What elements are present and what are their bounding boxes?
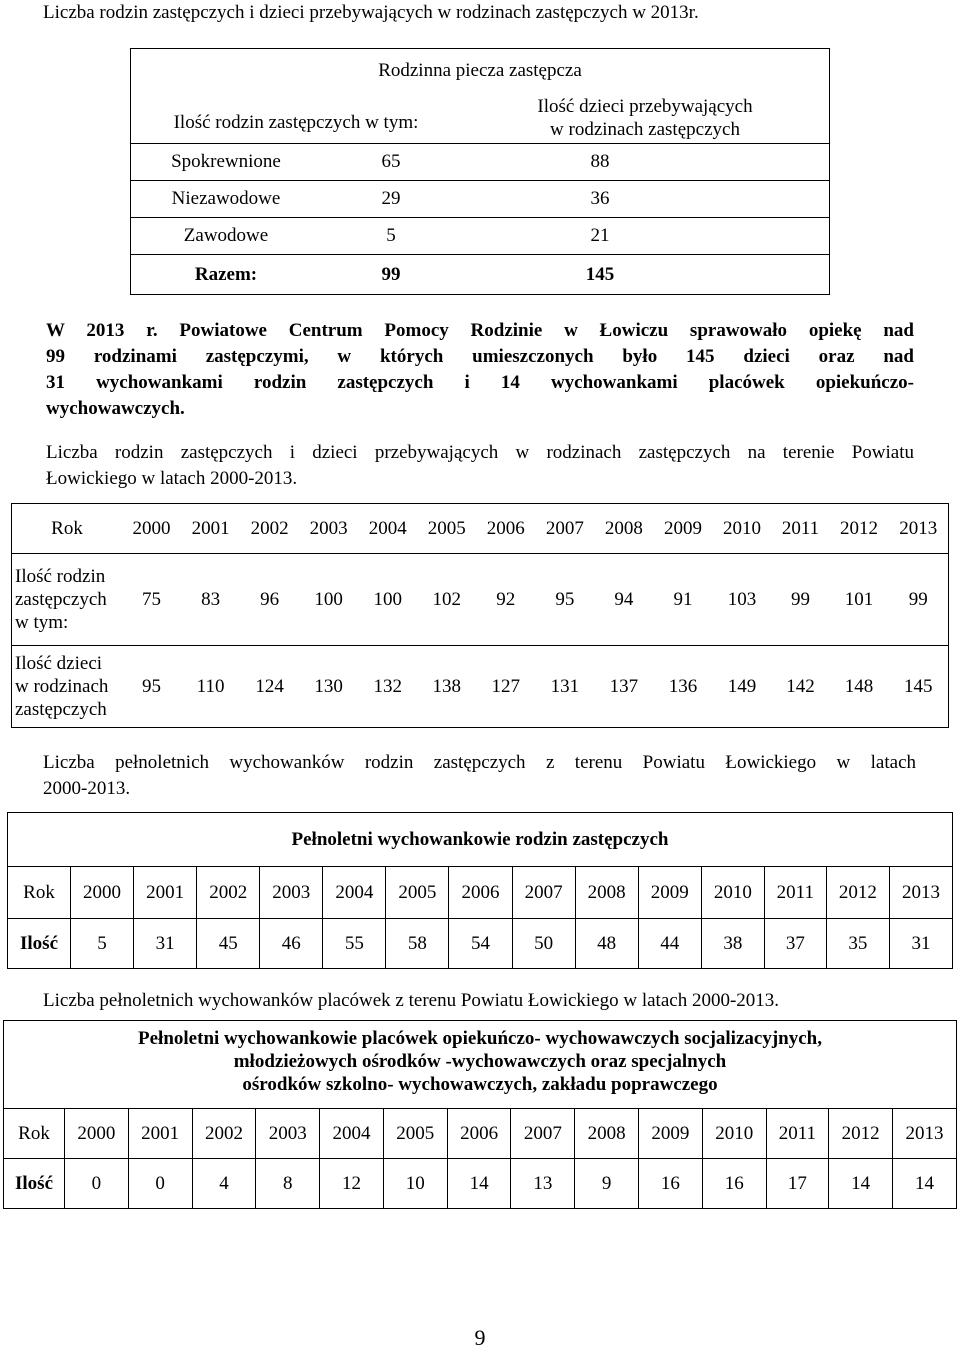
table1-row-label: Spokrewnione — [131, 144, 322, 181]
adult-institution-wards-table — [3, 1020, 957, 1209]
table2-families-cell: 100 — [299, 554, 358, 646]
table3-year-cell: 2013 — [889, 867, 952, 919]
table2-year-cell: 2009 — [653, 504, 712, 554]
table2-families-cell: 99 — [772, 554, 830, 646]
table1-col2-header: Ilość dzieci przebywających w rodzinach zastępczych — [461, 94, 830, 144]
table2-year-label: Rok — [12, 504, 123, 554]
table4-year-cell: 2002 — [192, 1109, 256, 1159]
table1-families-value: 29 — [321, 181, 461, 218]
table2-children-cell: 124 — [240, 646, 299, 728]
table4-year-cell: 2003 — [256, 1109, 320, 1159]
table2-year-cell: 2012 — [829, 504, 888, 554]
table4-year-cell: 2011 — [766, 1109, 829, 1159]
table3-year-cell: 2010 — [701, 867, 764, 919]
table2-row2-label: Ilość dzieci w rodzinach zastępczych — [12, 646, 123, 728]
table2-year-cell: 2011 — [772, 504, 830, 554]
table2-year-cell: 2004 — [358, 504, 417, 554]
table2-year-cell: 2002 — [240, 504, 299, 554]
heading-adult-foster-wards: Liczba pełnoletnich wychowanków rodzin zastępczych z terenu Powiatu Łowickiego w latach 2000-2013. — [43, 752, 916, 799]
table2-children-cell: 148 — [829, 646, 888, 728]
table1-col1-header: Ilość rodzin zastępczych w tym: — [131, 94, 462, 144]
table2-families-cell: 94 — [594, 554, 653, 646]
table3-count-cell: 46 — [260, 919, 323, 969]
table4-count-cell: 16 — [702, 1159, 766, 1209]
table4-year-cell: 2013 — [893, 1109, 957, 1159]
table2-children-cell: 95 — [122, 646, 181, 728]
summary-paragraph: W 2013 r. Powiatowe Centrum Pomocy Rodzinie w Łowiczu sprawowało opiekę nad 99 rodzinami zastępczymi, w których umieszczonych było 145 dzieci oraz nad 31 wychowankami rodzin zastępczych i 14 wychowankami placówek opiekuńczo- wychowawczych. — [46, 320, 914, 419]
table2-year-cell: 2007 — [535, 504, 594, 554]
table2-year-cell: 2008 — [594, 504, 653, 554]
table2-families-cell: 83 — [181, 554, 240, 646]
table2-year-cell: 2000 — [122, 504, 181, 554]
table3-count-cell: 31 — [134, 919, 197, 969]
table4-count-cell: 14 — [447, 1159, 511, 1209]
table4-count-cell: 4 — [192, 1159, 256, 1209]
table2-families-cell: 103 — [712, 554, 771, 646]
table4-count-label: Ilość — [4, 1159, 65, 1209]
heading-families-2000-2013: Liczba rodzin zastępczych i dzieci przebywających w rodzinach zastępczych na terenie Powiatu Łowickiego w latach 2000-2013. — [46, 442, 914, 489]
table4-year-cell: 2006 — [447, 1109, 511, 1159]
table3-count-cell: 48 — [575, 919, 638, 969]
table3-count-cell: 55 — [323, 919, 386, 969]
table3-count-label: Ilość — [8, 919, 71, 969]
table2-families-cell: 75 — [122, 554, 181, 646]
table1-children-value: 36 — [461, 181, 830, 218]
table3-count-cell: 44 — [638, 919, 701, 969]
table2-children-cell: 145 — [889, 646, 949, 728]
table4-count-cell: 9 — [575, 1159, 639, 1209]
table2-families-cell: 102 — [417, 554, 476, 646]
table2-year-cell: 2010 — [712, 504, 771, 554]
table4-count-cell: 8 — [256, 1159, 320, 1209]
table4-count-cell: 0 — [128, 1159, 192, 1209]
table4-count-cell: 10 — [383, 1159, 447, 1209]
table3-count-cell: 5 — [71, 919, 134, 969]
table2-families-cell: 99 — [889, 554, 949, 646]
table2-row1-label: Ilość rodzin zastępczych w tym: — [12, 554, 123, 646]
table4-year-cell: 2012 — [829, 1109, 893, 1159]
table3-year-label: Rok — [8, 867, 71, 919]
table1-row-label: Niezawodowe — [131, 181, 322, 218]
table2-families-cell: 100 — [358, 554, 417, 646]
table4-year-cell: 2005 — [383, 1109, 447, 1159]
table2-year-cell: 2003 — [299, 504, 358, 554]
table2-families-cell: 101 — [829, 554, 888, 646]
table4-year-cell: 2000 — [65, 1109, 129, 1159]
table3-year-cell: 2002 — [197, 867, 260, 919]
table4-year-cell: 2008 — [575, 1109, 639, 1159]
table1-total-families: 99 — [321, 255, 461, 295]
table3-year-cell: 2006 — [449, 867, 512, 919]
table4-year-cell: 2004 — [320, 1109, 384, 1159]
table2-families-cell: 91 — [653, 554, 712, 646]
table2-children-cell: 131 — [535, 646, 594, 728]
table2-children-cell: 136 — [653, 646, 712, 728]
adult-foster-wards-table — [7, 812, 953, 969]
table1-children-value: 21 — [461, 218, 830, 255]
table2-families-cell: 96 — [240, 554, 299, 646]
foster-care-2013-table — [130, 48, 830, 295]
table2-families-cell: 92 — [476, 554, 535, 646]
table1-children-value: 88 — [461, 144, 830, 181]
table2-children-cell: 142 — [772, 646, 830, 728]
table2-families-cell: 95 — [535, 554, 594, 646]
table2-children-cell: 138 — [417, 646, 476, 728]
table3-year-cell: 2005 — [386, 867, 449, 919]
table1-total-label: Razem: — [131, 255, 322, 295]
table3-year-cell: 2007 — [512, 867, 575, 919]
table3-title: Pełnoletni wychowankowie rodzin zastępczych — [8, 813, 953, 867]
page-number: 9 — [474, 1325, 486, 1350]
table4-count-cell: 14 — [893, 1159, 957, 1209]
table3-count-cell: 31 — [889, 919, 952, 969]
table3-count-cell: 45 — [197, 919, 260, 969]
table3-year-cell: 2004 — [323, 867, 386, 919]
table4-year-label: Rok — [4, 1109, 65, 1159]
families-children-years-table — [11, 503, 949, 728]
table3-year-cell: 2001 — [134, 867, 197, 919]
table4-count-cell: 16 — [639, 1159, 703, 1209]
table3-year-cell: 2011 — [764, 867, 826, 919]
table3-year-cell: 2009 — [638, 867, 701, 919]
table1-title: Rodzinna piecza zastępcza — [131, 49, 830, 94]
table4-count-cell: 12 — [320, 1159, 384, 1209]
table4-year-cell: 2010 — [702, 1109, 766, 1159]
table1-families-value: 5 — [321, 218, 461, 255]
table4-year-cell: 2001 — [128, 1109, 192, 1159]
table4-year-cell: 2009 — [639, 1109, 703, 1159]
table4-count-cell: 14 — [829, 1159, 893, 1209]
table1-row-label: Zawodowe — [131, 218, 322, 255]
table3-year-cell: 2012 — [826, 867, 889, 919]
table2-year-cell: 2006 — [476, 504, 535, 554]
table3-year-cell: 2000 — [71, 867, 134, 919]
table4-count-cell: 13 — [511, 1159, 575, 1209]
table4-count-cell: 17 — [766, 1159, 829, 1209]
table1-families-value: 65 — [321, 144, 461, 181]
table3-count-cell: 58 — [386, 919, 449, 969]
table3-count-cell: 35 — [826, 919, 889, 969]
table1-total-children: 145 — [461, 255, 830, 295]
table2-children-cell: 137 — [594, 646, 653, 728]
table4-title: Pełnoletni wychowankowie placówek opiekuńczo- wychowawczych socjalizacyjnych, młodzieżowych ośrodków -wychowawczych oraz specjalnych ośrodków szkolno- wychowawczych, zakładu poprawczego — [4, 1021, 957, 1109]
table2-year-cell: 2013 — [889, 504, 949, 554]
table2-year-cell: 2001 — [181, 504, 240, 554]
table3-count-cell: 37 — [764, 919, 826, 969]
table3-count-cell: 54 — [449, 919, 512, 969]
table2-children-cell: 132 — [358, 646, 417, 728]
table3-count-cell: 50 — [512, 919, 575, 969]
table2-children-cell: 149 — [712, 646, 771, 728]
table2-year-cell: 2005 — [417, 504, 476, 554]
table2-children-cell: 110 — [181, 646, 240, 728]
table3-count-cell: 38 — [701, 919, 764, 969]
table2-children-cell: 127 — [476, 646, 535, 728]
heading-adult-institution-wards: Liczba pełnoletnich wychowanków placówek z terenu Powiatu Łowickiego w latach 2000-2013. — [43, 990, 780, 1011]
table4-count-cell: 0 — [65, 1159, 129, 1209]
table3-year-cell: 2008 — [575, 867, 638, 919]
heading-2013-families: Liczba rodzin zastępczych i dzieci przebywających w rodzinach zastępczych w 2013r. — [43, 2, 699, 23]
table2-children-cell: 130 — [299, 646, 358, 728]
table4-year-cell: 2007 — [511, 1109, 575, 1159]
table3-year-cell: 2003 — [260, 867, 323, 919]
